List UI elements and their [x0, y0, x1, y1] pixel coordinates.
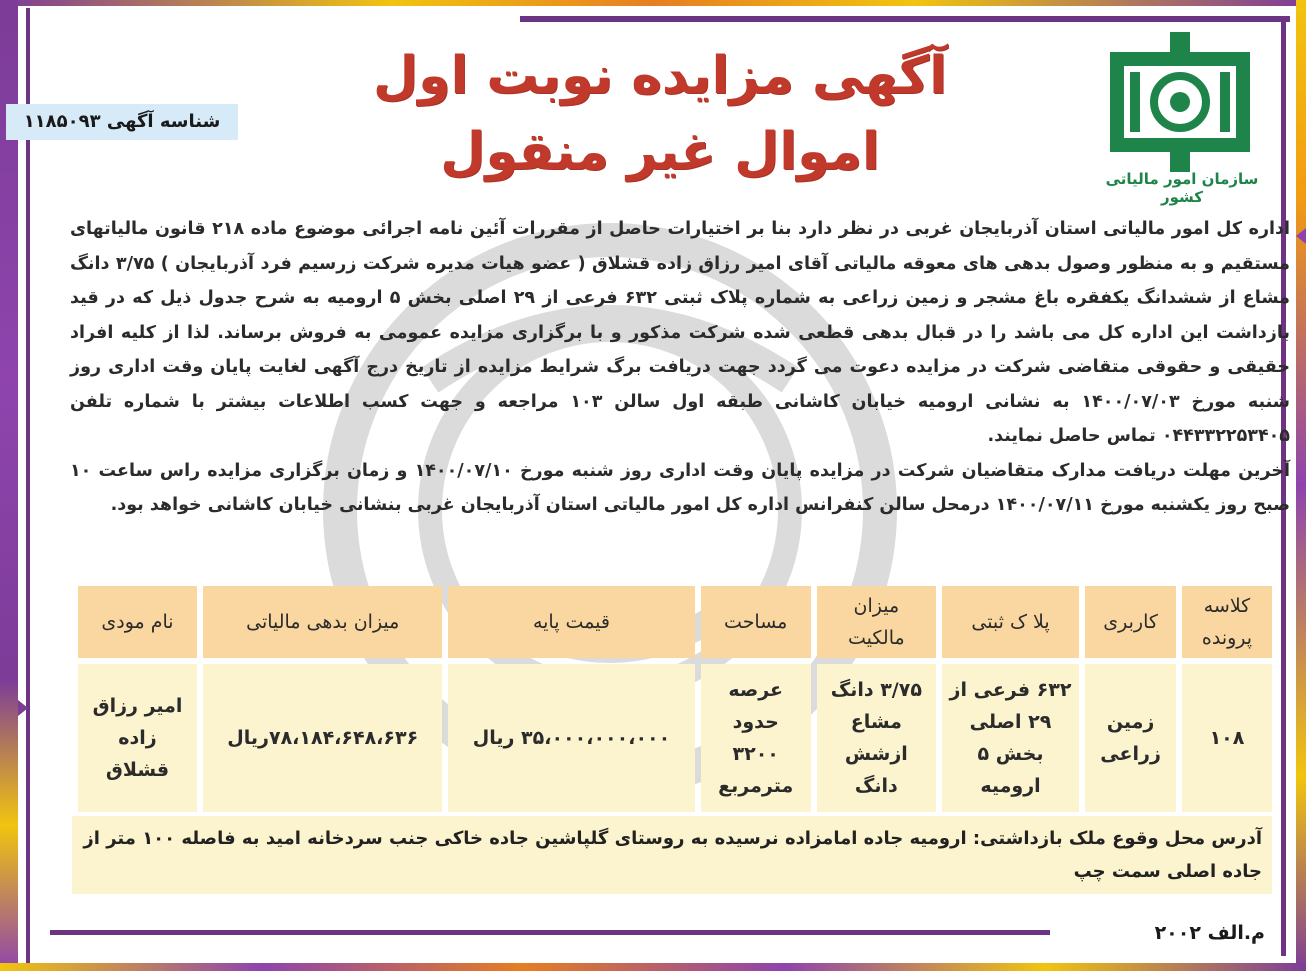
- frame-bottom-border: [0, 963, 1306, 971]
- header-file-class: کلاسه پرونده: [1182, 586, 1272, 658]
- frame-left-line: [26, 8, 30, 963]
- cell-tax-debt: ۷۸،۱۸۴،۶۴۸،۶۳۶ریال: [203, 664, 442, 812]
- frame-top-border: [0, 0, 1306, 6]
- organization-name: سازمان امور مالیاتی کشور: [1105, 170, 1259, 206]
- cell-ownership: ۳/۷۵ دانگ مشاع ازشش دانگ: [817, 664, 936, 812]
- auction-table: [72, 586, 1272, 894]
- header-ownership: میزان مالکیت: [817, 586, 936, 658]
- frame-triangle-icon: [1296, 175, 1306, 191]
- header-base-price: قیمت پایه: [448, 586, 694, 658]
- header-tax-debt: میزان بدهی مالیاتی: [203, 586, 442, 658]
- table-row: [78, 664, 1272, 812]
- header-registered-plate: پلا ک ثبتی: [942, 586, 1079, 658]
- ad-id-badge: شناسه آگهی ۱۱۸۵۰۹۳: [6, 104, 238, 140]
- cell-area: عرصه حدود ۳۲۰۰ مترمربع: [701, 664, 811, 812]
- property-address: آدرس محل وقوع ملک بازداشتی: ارومیه جاده امامزاده نرسیده به روستای گلپاشین جاده خاکی جنب سردخانه امید به فاصله ۱۰۰ متر از جاده اصلی سمت چپ: [72, 816, 1272, 894]
- frame-left-border: [0, 0, 18, 971]
- announcement-body: [70, 212, 1290, 523]
- frame-top-line: [520, 16, 1290, 22]
- header-area: مساحت: [701, 586, 811, 658]
- title-line-2: اموال غیر منقول: [440, 122, 880, 182]
- frame-bottom-line: [50, 930, 1050, 935]
- cell-taxpayer-name: امیر رزاق زاده قشلاق: [78, 664, 197, 812]
- paragraph-2: آخرین مهلت دریافت مدارک متقاضیان شرکت در مزایده پایان وقت اداری روز شنبه مورخ ۱۴۰۰/۰۷/۱۰ و زمان برگزاری مزایده راس ساعت ۱۰ صبح روز یکشنبه مورخ ۱۴۰۰/۰۷/۱۱ درمحل سالن کنفرانس اداره کل امور مالیاتی استان آذربایجان غربی بنشانی خیابان کاشانی خواهد بود.: [70, 460, 1290, 515]
- reference-code: م.الف ۲۰۰۲: [1154, 922, 1265, 944]
- header-usage: کاربری: [1085, 586, 1176, 658]
- title-line-1: آگهی مزایده نوبت اول: [373, 46, 947, 106]
- cell-usage: زمین زراعی: [1085, 664, 1176, 812]
- header-taxpayer-name: نام مودی: [78, 586, 197, 658]
- cell-registered-plate: ۶۳۲ فرعی از ۲۹ اصلی بخش ۵ ارومیه: [942, 664, 1079, 812]
- cell-base-price: ۳۵،۰۰۰،۰۰۰،۰۰۰ ریال: [448, 664, 694, 812]
- frame-right-border: [1296, 0, 1306, 971]
- frame-triangle-icon: [1296, 228, 1306, 244]
- table-header-row: [78, 586, 1272, 658]
- frame-triangle-icon: [18, 700, 28, 716]
- page-title: [300, 38, 1020, 190]
- paragraph-1: اداره کل امور مالیاتی استان آذربایجان غربی در نظر دارد بنا بر اختیارات حاصل از مقررات آئین نامه اجرائی موضوع ماده ۲۱۸ قانون مالیاتهای مستقیم و به منظور وصول بدهی های معوقه مالیاتی آقای امیر رزاق زاده قشلاق ( عضو هیات مدیره شرکت زرسیم فرد آذربایجان ) ۳/۷۵ دانگ مشاع از ششدانگ یکفقره باغ مشجر و زمین زراعی به شماره پلاک ثبتی ۶۳۲ فرعی از ۲۹ اصلی بخش ۵ ارومیه به شرح جدول ذیل که در قید بازداشت این اداره کل می باشد را در قبال بدهی قطعی شده شرکت مذکور و با برگزاری مزایده عمومی به فروش برساند. لذا از کلیه افراد حقیقی و حقوقی متقاضی شرکت در مزایده دعوت می گردد جهت دریافت برگ شرایط مزایده از تاریخ درج آگهی لغایت پایان وقت اداری روز شنبه مورخ ۱۴۰۰/۰۷/۰۳ به نشانی ارومیه خیابان کاشانی طبقه اول سالن ۱۰۳ مراجعه و جهت کسب اطلاعات بیشتر با شماره تلفن ۰۴۴۳۳۲۲۵۳۴۰۵ تماس حاصل نمایند.: [70, 219, 1291, 446]
- cell-file-class: ۱۰۸: [1182, 664, 1272, 812]
